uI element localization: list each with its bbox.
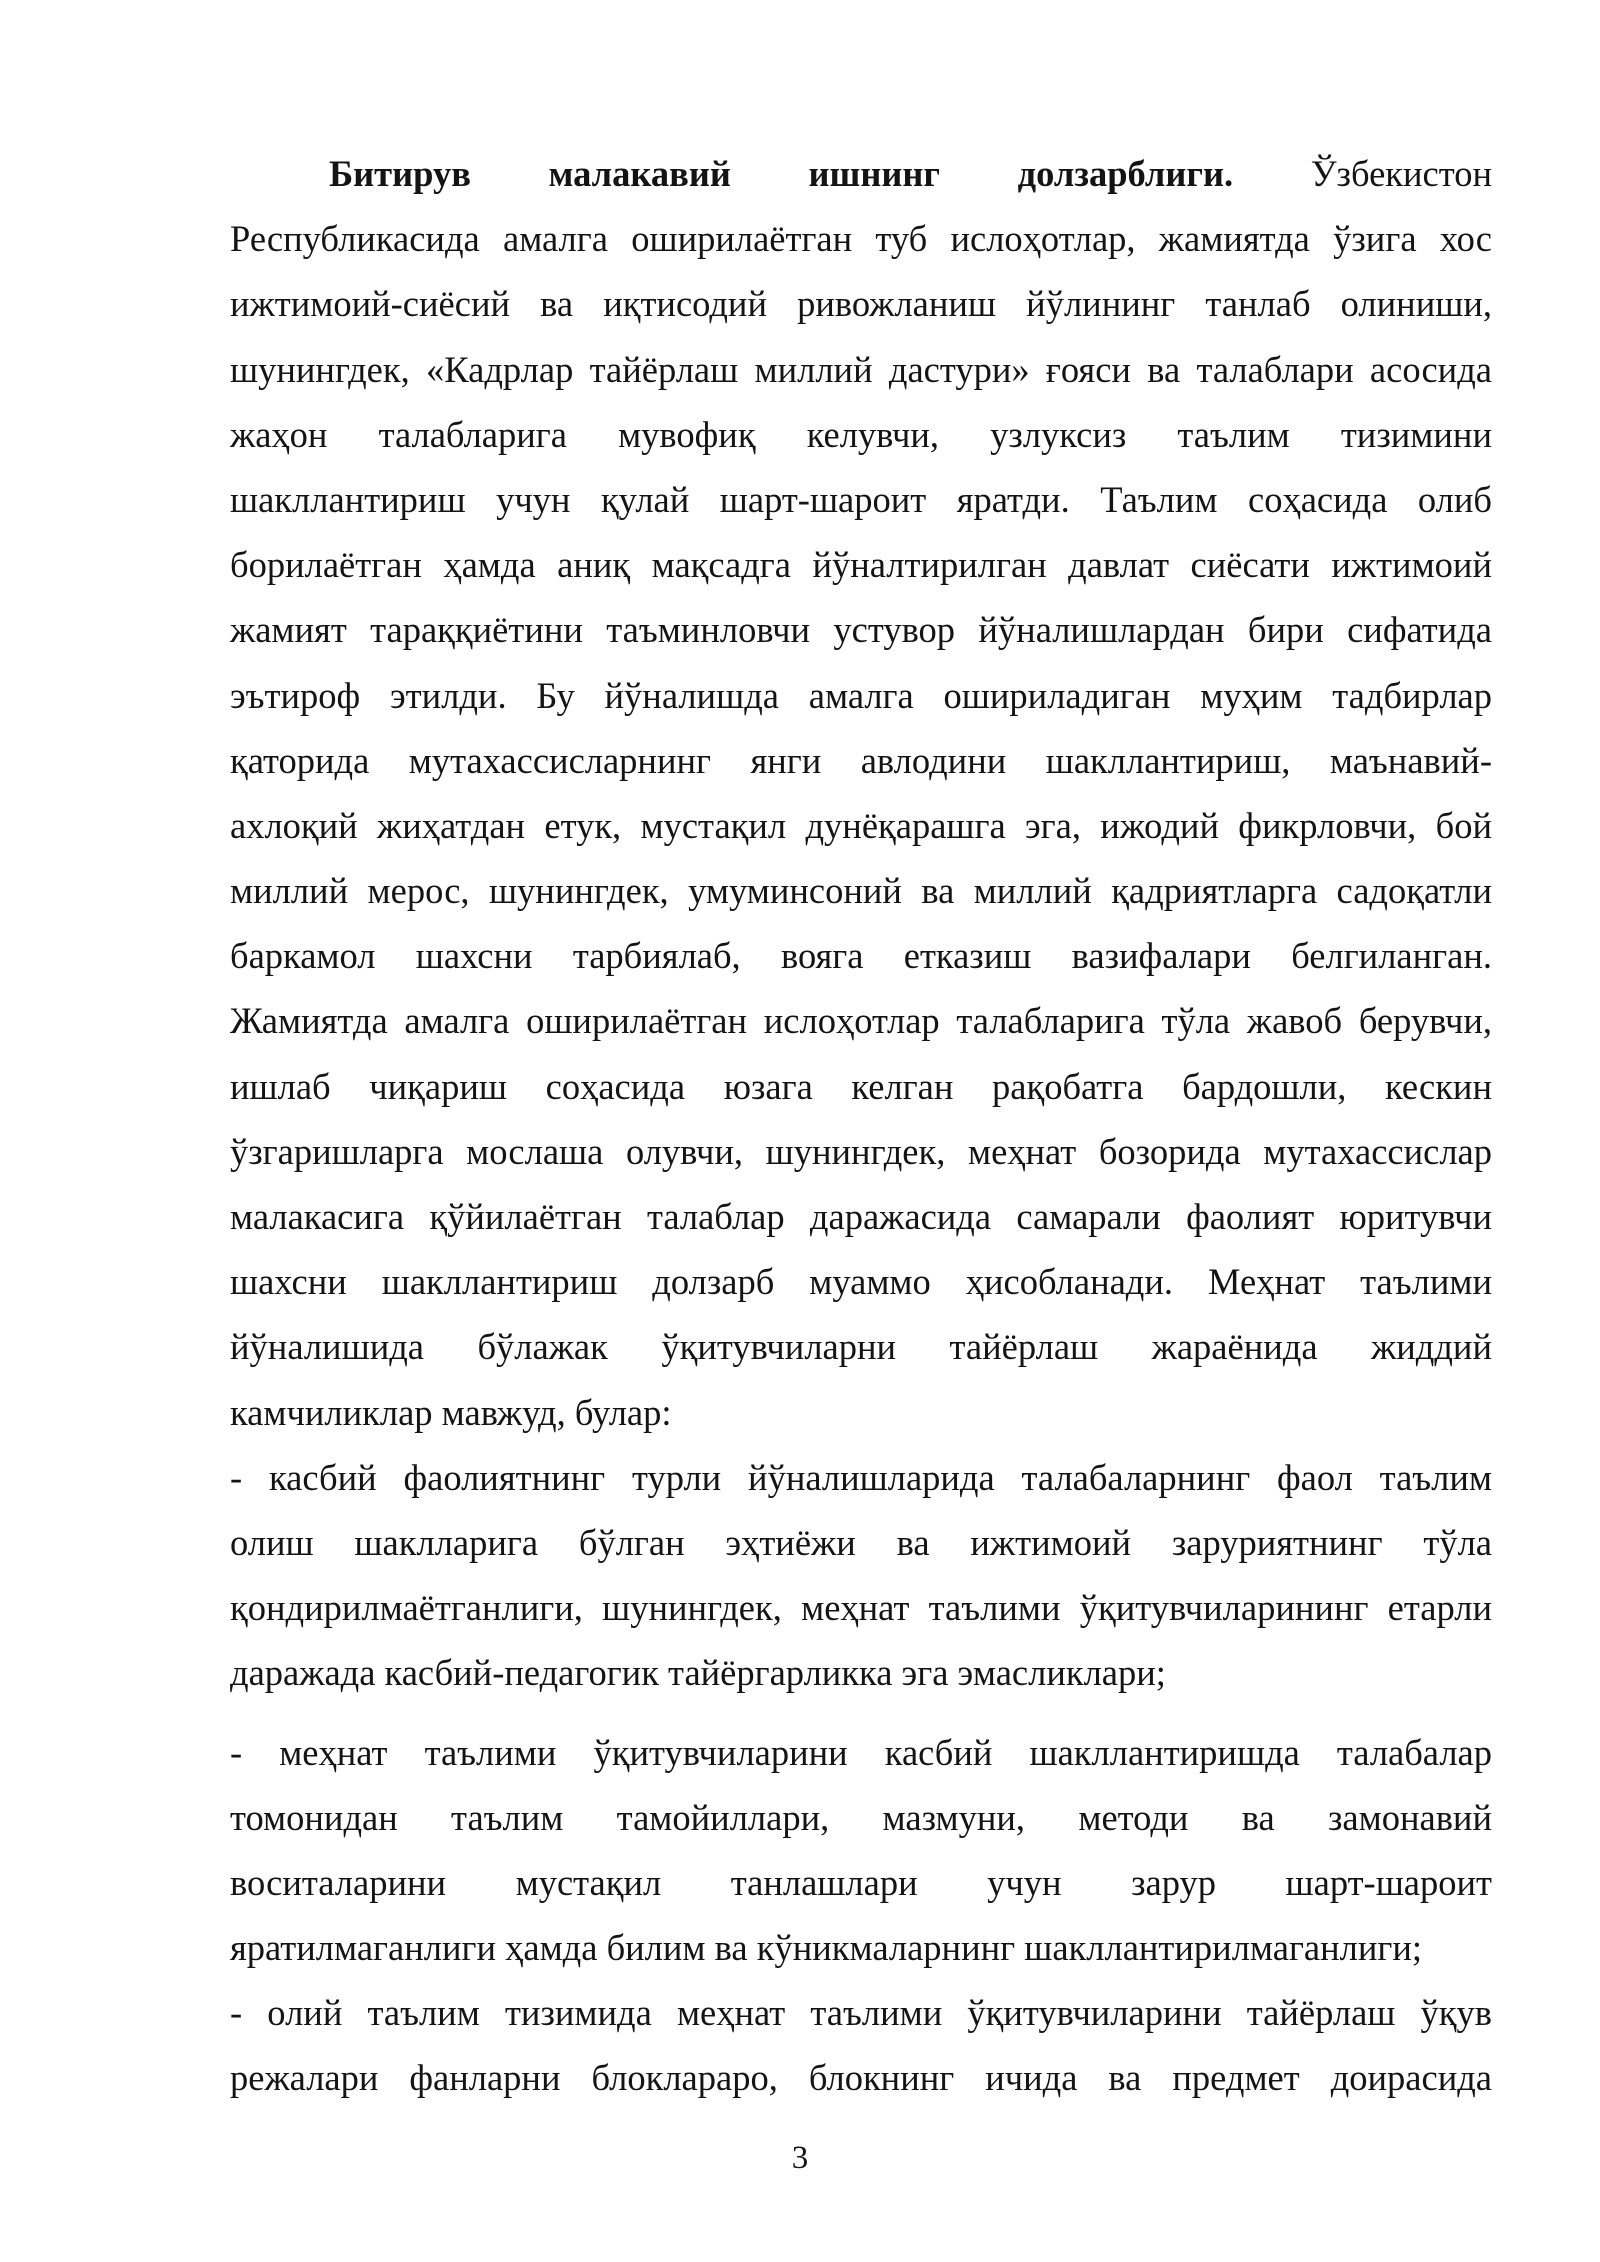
- text-line: шунингдек, «Кадрлар тайёрлаш миллий дастури» ғояси ва талаблари асосида: [230, 348, 1492, 390]
- list-item-line: яратилмаганлиги ҳамда билим ва кўникмаларнинг шакллантирилмаганлиги;: [230, 1927, 1423, 1969]
- section-heading: Битирув малакавий ишнинг долзарблиги.: [329, 153, 1234, 194]
- text-line: Республикасида амалга оширилаётган туб ислоҳотлар, жамиятда ўзига хос: [230, 218, 1492, 260]
- heading-line: [230, 141, 1492, 206]
- text-line: ишлаб чиқариш соҳасида юзага келган рақобатга бардошли, кескин: [230, 1065, 1492, 1107]
- text-line: ўзгаришларга мослаша олувчи, шунингдек, меҳнат бозорида мутахассислар: [230, 1130, 1492, 1172]
- list-item-line: воситаларини мустақил танлашлари учун зарур шарт-шароит: [230, 1861, 1492, 1903]
- heading-rest: Ўзбекистон: [1310, 153, 1492, 194]
- text-line: борилаётган ҳамда аниқ мақсадга йўналтирилган давлат сиёсати ижтимоий: [230, 544, 1492, 586]
- text-line: эътироф этилди. Бу йўналишда амалга ошириладиган муҳим тадбирлар: [230, 674, 1492, 716]
- text-line: ижтимоий-сиёсий ва иқтисодий ривожланиш йўлининг танлаб олиниши,: [230, 283, 1492, 325]
- list-item-line: - касбий фаолиятнинг турли йўналишларида талабаларнинг фаол таълим: [230, 1456, 1492, 1498]
- list-item-line: - меҳнат таълими ўқитувчиларини касбий шакллантиришда талабалар: [230, 1731, 1492, 1773]
- list-item-line: олиш шаклларига бўлган эҳтиёжи ва ижтимоий заруриятнинг тўла: [230, 1521, 1492, 1563]
- text-line: Жамиятда амалга оширилаётган ислоҳотлар талабларига тўла жавоб берувчи,: [230, 1000, 1492, 1042]
- list-item-line: қондирилмаётганлиги, шунингдек, меҳнат таълими ўқитувчиларининг етарли: [230, 1587, 1492, 1629]
- list-item-line: томонидан таълим тамойиллари, мазмуни, методи ва замонавий: [230, 1796, 1492, 1838]
- text-line: қаторида мутахассисларнинг янги авлодини шакллантириш, маънавий-: [230, 739, 1492, 781]
- text-line: жаҳон талабларига мувофиқ келувчи, узлуксиз таълим тизимини: [230, 413, 1492, 455]
- text-line: баркамол шахсни тарбиялаб, вояга етказиш вазифалари белгиланган.: [230, 935, 1492, 977]
- list-item-line: - олий таълим тизимида меҳнат таълими ўқитувчиларини тайёрлаш ўқув: [230, 1992, 1492, 2034]
- list-item-line: даражада касбий-педагогик тайёргарликка эга эмасликлари;: [230, 1652, 1166, 1694]
- text-line: ахлоқий жиҳатдан етук, мустақил дунёқарашга эга, ижодий фикрловчи, бой: [230, 804, 1492, 846]
- text-line: камчиликлар мавжуд, булар:: [230, 1391, 672, 1433]
- text-line: жамият тараққиётини таъминловчи устувор йўналишлардан бири сифатида: [230, 609, 1492, 651]
- text-line: йўналишида бўлажак ўқитувчиларни тайёрлаш жараёнида жиддий: [230, 1326, 1492, 1368]
- body-text: [230, 141, 1492, 2111]
- text-line: шахсни шакллантириш долзарб муаммо ҳисобланади. Меҳнат таълими: [230, 1261, 1492, 1303]
- text-line: миллий мерос, шунингдек, умуминсоний ва миллий қадриятларга садоқатли: [230, 870, 1492, 912]
- text-line: малакасига қўйилаётган талаблар даражасида самарали фаолият юритувчи: [230, 1196, 1492, 1237]
- page-number: 3: [791, 2140, 809, 2176]
- list-item-line: режалари фанларни блоклараро, блокнинг ичида ва предмет доирасида: [230, 2057, 1492, 2099]
- text-line: шакллантириш учун қулай шарт-шароит яратди. Таълим соҳасида олиб: [230, 478, 1492, 520]
